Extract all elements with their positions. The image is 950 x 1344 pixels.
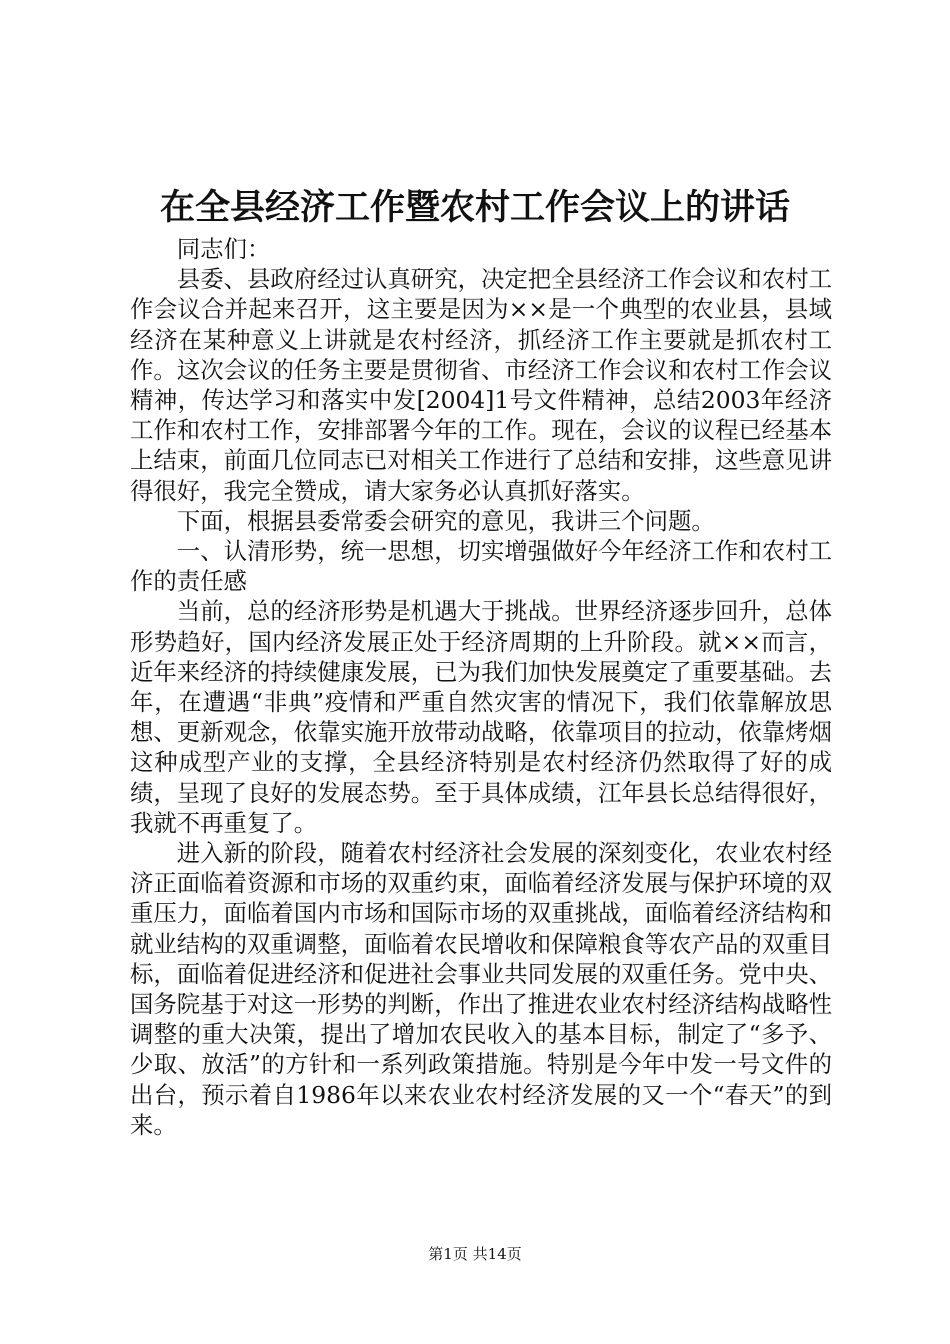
paragraph: 进入新的阶段，随着农村经济社会发展的深刻变化，农业农村经济正面临着资源和市场的双重约束，面临着经济发展与保护环境的双重压力，面临着国内市场和国际市场的双重挑战，面临着经济结构和就业结构的双重调整，面临着农民增收和保障粮食等农产品的双重目标，面临着促进经济和促进社会事业共同发展的双重任务。党中央、国务院基于对这一形势的判断，作出了推进农业农村经济结构战略性调整的重大决策，提出了增加农民收入的基本目标，制定了“多予、少取、放活”的方针和一系列政策措施。特别是今年中发一号文件的出台，预示着自1986年以来农业农村经济发展的又一个“春天”的到来。 — [130, 839, 832, 1139]
salutation: 同志们： — [176, 235, 271, 263]
document-body — [130, 234, 832, 1140]
section-heading: 一、认清形势，统一思想，切实增强做好今年经济工作和农村工作的责任感 — [130, 537, 832, 596]
paragraph: 当前，总的经济形势是机遇大于挑战。世界经济逐步回升，总体形势趋好，国内经济发展正处于经济周期的上升阶段。就××而言，近年来经济的持续健康发展，已为我们加快发展奠定了重要基础。去年，在遭遇“非典”疫情和严重自然灾害的情况下，我们依靠解放思想、更新观念，依靠实施开放带动战略，依靠项目的拉动，依靠烤烟这种成型产业的支撑，全县经济特别是农村经济仍然取得了好的成绩，呈现了良好的发展态势。至于具体成绩，江年县长总结得很好，我就不再重复了。 — [130, 597, 832, 837]
document-title: 在全县经济工作暨农村工作会议上的讲话 — [159, 187, 790, 228]
paragraph: 县委、县政府经过认真研究，决定把全县经济工作会议和农村工作会议合并起来召开，这主要是因为××是一个典型的农业县，县域经济在某种意义上讲就是农村经济，抓经济工作主要就是抓农村工作。这次会议的任务主要是贯彻省、市经济工作会议和农村工作会议精神，传达学习和落实中发[2004]1号文件精神，总结2003年经济工作和农村工作，安排部署今年的工作。现在，会议的议程已经基本上结束，前面几位同志已对相关工作进行了总结和安排，这些意见讲得很好，我完全赞成，请大家务必认真抓好落实。 — [130, 265, 832, 505]
page-number-footer: 第1页 共14页 — [428, 1245, 522, 1263]
paragraph: 下面，根据县委常委会研究的意见，我讲三个问题。 — [176, 506, 715, 535]
